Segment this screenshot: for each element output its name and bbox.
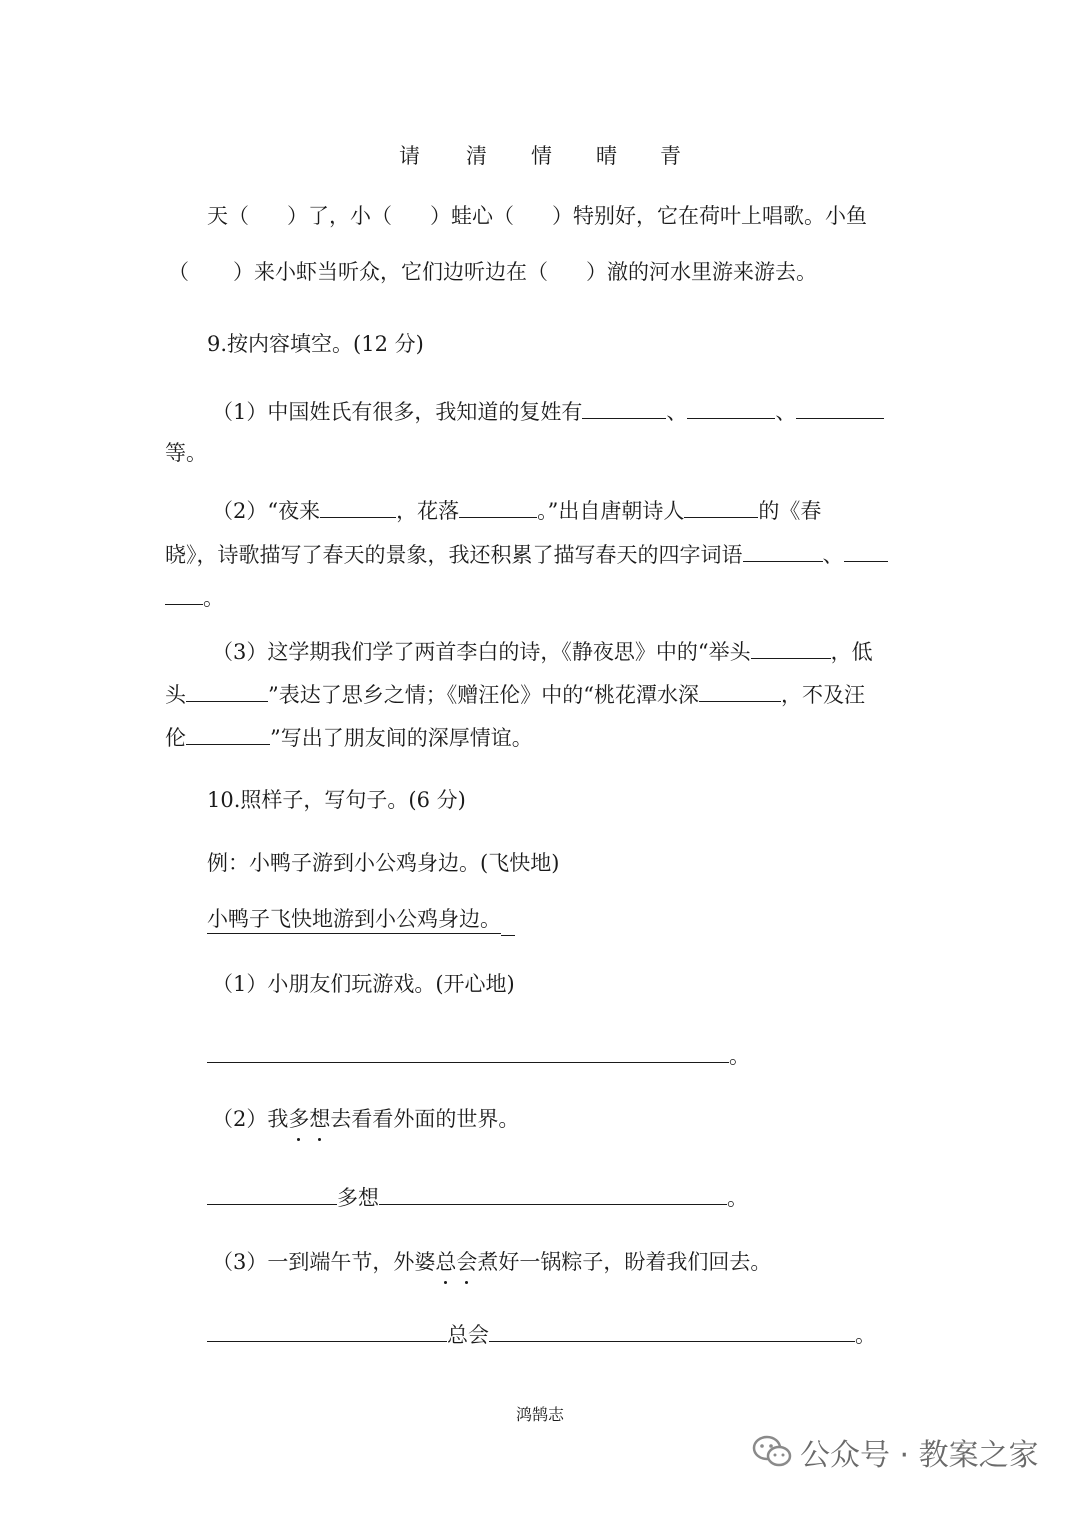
answer-blank[interactable] — [751, 636, 831, 659]
answer-line[interactable] — [207, 1319, 447, 1342]
q9-s3-cont: 头 ”表达了思乡之情；《赠汪伦》中的“桃花潭水深 ，不及汪 — [165, 679, 865, 709]
answer-blank[interactable] — [699, 679, 781, 702]
q10-s1: （1）小朋友们玩游戏。(开心地) — [212, 972, 515, 996]
emphasis-dot-char: 总 — [435, 1250, 457, 1274]
q9-title: 9.按内容填空。(12 分) — [207, 332, 424, 356]
watermark — [752, 1422, 1039, 1482]
character-choices — [0, 140, 1080, 168]
q9-s1: （1）中国姓氏有很多，我知道的复姓有 、 、 — [212, 396, 884, 426]
answer-blank[interactable] — [684, 495, 758, 518]
char-option: 晴 — [596, 144, 617, 168]
answer-blank[interactable] — [186, 679, 268, 702]
emphasis-dot-char: 想 — [309, 1107, 331, 1131]
q10-s3: （3）一到端午节，外婆总会煮好一锅粽子，盼着我们回去。 — [212, 1250, 772, 1274]
answer-line[interactable] — [207, 1182, 337, 1205]
page-footer: 鸿鹄志 — [515, 1405, 564, 1424]
q10-s3-answer: 总会 。 — [207, 1319, 876, 1349]
answer-blank[interactable] — [186, 722, 270, 745]
answer-line[interactable] — [489, 1319, 855, 1342]
char-option: 情 — [531, 144, 552, 168]
answer-line[interactable] — [207, 1040, 729, 1063]
answer-line[interactable] — [379, 1182, 727, 1205]
emphasis-dot-char: 多 — [288, 1107, 310, 1131]
answer-blank[interactable] — [687, 396, 775, 419]
q10-title: 10.照样子，写句子。(6 分) — [207, 788, 466, 812]
answer-blank[interactable] — [320, 495, 396, 518]
q9-s2-end: 。 — [165, 582, 224, 612]
passage-line-1: 天（ ）了，小（ ）蛙心（ ）特别好，它在荷叶上唱歌。小鱼 — [207, 204, 867, 228]
answer-blank[interactable] — [796, 396, 884, 419]
q10-example: 例：小鸭子游到小公鸡身边。(飞快地) — [207, 851, 560, 875]
answer-blank[interactable] — [844, 539, 888, 562]
watermark-text: 公众号 · 教案之家 — [800, 1438, 1039, 1473]
wechat-icon — [752, 1434, 792, 1470]
q10-s1-answer: 。 — [207, 1040, 750, 1070]
q10-s2: （2）我多想去看看外面的世界。 — [212, 1107, 520, 1131]
passage-line-2: （ ）来小虾当听众，它们边听边在（ ）澈的河水里游来游去。 — [168, 260, 817, 284]
answer-blank[interactable] — [582, 396, 666, 419]
char-option: 请 — [399, 144, 420, 168]
q10-s2-answer: 多想 。 — [207, 1182, 748, 1212]
q10-example-answer: 小鸭子飞快地游到小公鸡身边。 — [207, 905, 515, 936]
q9-s3: （3）这学期我们学了两首李白的诗，《静夜思》中的“举头 ，低 — [212, 636, 873, 666]
q9-s3-end: 伦 ”写出了朋友间的深厚情谊。 — [165, 722, 533, 752]
answer-blank[interactable] — [459, 495, 537, 518]
char-option: 清 — [466, 144, 487, 168]
answer-blank[interactable] — [165, 582, 203, 605]
q9-s2-cont: 晓》，诗歌描写了春天的景象，我还积累了描写春天的四字词语 、 — [165, 539, 888, 569]
char-option: 青 — [660, 144, 681, 168]
q9-s2: （2）“夜来 ，花落 。”出自唐朝诗人 的《春 — [212, 495, 821, 525]
answer-blank[interactable] — [743, 539, 823, 562]
q9-s1-end: 等。 — [165, 441, 207, 465]
emphasis-dot-char: 会 — [456, 1250, 478, 1274]
